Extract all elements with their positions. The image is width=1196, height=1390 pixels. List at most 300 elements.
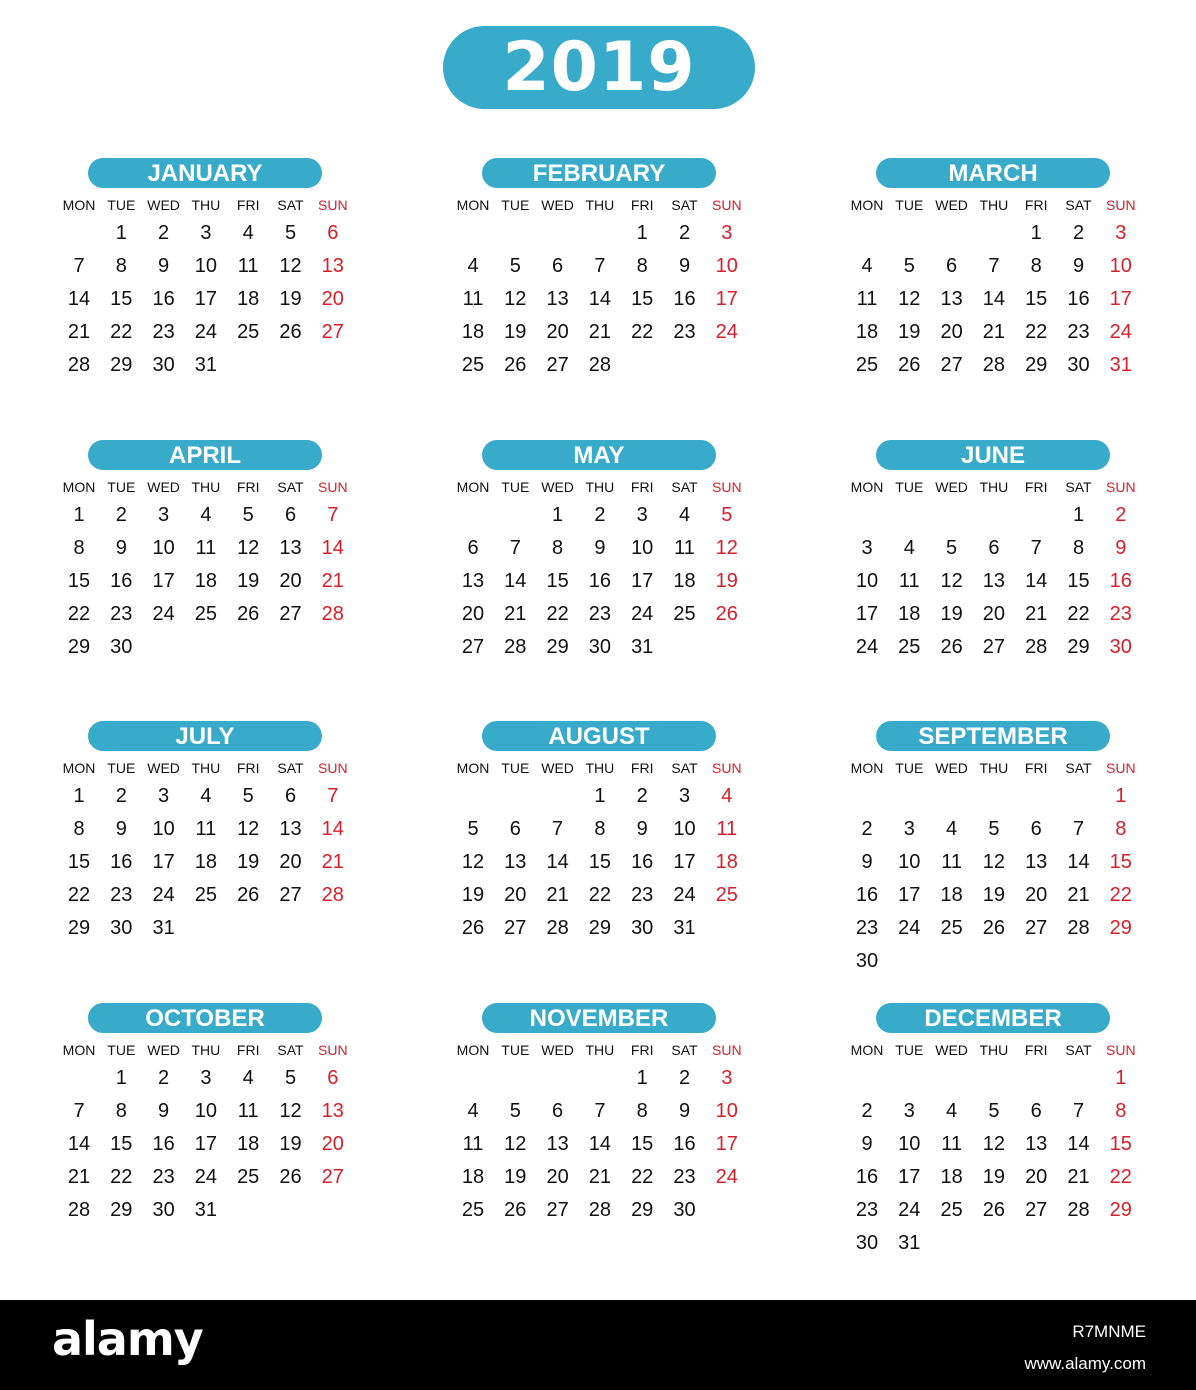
weekday-label: THU <box>585 479 615 495</box>
weekday-label: MON <box>456 1042 490 1058</box>
month-title: OCTOBER <box>88 1003 322 1033</box>
day-cell: 23 <box>855 1199 879 1221</box>
weekday-label: SUN <box>712 760 742 776</box>
day-cell: 15 <box>67 851 91 873</box>
day-cell: 31 <box>673 917 696 939</box>
day-cell: 18 <box>940 884 963 906</box>
day-cell: 5 <box>903 255 915 277</box>
day-cell: 11 <box>462 288 484 310</box>
day-cell: 27 <box>461 636 485 658</box>
day-cell: 13 <box>982 570 1006 592</box>
day-cell: 27 <box>982 636 1006 658</box>
day-cell: 9 <box>158 1100 170 1122</box>
weekday-label: SUN <box>712 1042 742 1058</box>
weekday-label: WED <box>147 1042 180 1058</box>
day-cell: 28 <box>1025 636 1048 658</box>
day-cell: 18 <box>673 570 696 592</box>
weekday-label: TUE <box>895 1042 924 1058</box>
day-grid <box>846 503 1146 703</box>
day-cell: 13 <box>1025 851 1048 873</box>
weekday-label: SUN <box>712 479 742 495</box>
day-cell: 3 <box>903 1100 915 1122</box>
day-cell: 22 <box>67 884 91 906</box>
day-cell: 1 <box>1072 504 1085 526</box>
day-cell: 27 <box>546 354 569 376</box>
month-july <box>58 721 358 971</box>
site-url: www.alamy.com <box>1024 1354 1146 1373</box>
day-cell: 1 <box>1115 785 1127 807</box>
day-cell: 17 <box>673 851 696 873</box>
day-cell: 23 <box>110 884 133 906</box>
day-cell: 29 <box>588 917 612 939</box>
day-cell: 11 <box>237 255 259 277</box>
day-cell: 26 <box>504 354 527 376</box>
day-cell: 10 <box>152 537 175 559</box>
day-cell: 19 <box>504 1166 527 1188</box>
day-grid <box>452 221 752 421</box>
day-cell: 4 <box>903 537 915 559</box>
day-cell: 30 <box>110 917 133 939</box>
weekday-header <box>452 478 752 496</box>
day-cell: 6 <box>467 537 479 559</box>
weekday-label: FRI <box>630 760 654 776</box>
day-cell: 11 <box>941 1133 962 1155</box>
day-cell: 13 <box>546 288 569 310</box>
day-cell: 28 <box>588 1199 612 1221</box>
weekday-label: TUE <box>501 197 530 213</box>
day-cell: 16 <box>588 570 612 592</box>
day-cell: 15 <box>1025 288 1048 310</box>
day-cell: 21 <box>982 321 1006 343</box>
day-cell: 13 <box>940 288 963 310</box>
day-cell: 15 <box>67 570 91 592</box>
day-cell: 16 <box>152 288 175 310</box>
day-cell: 10 <box>631 537 654 559</box>
day-cell: 8 <box>1115 818 1127 840</box>
weekday-label: SUN <box>318 197 348 213</box>
year-title: 2019 <box>443 26 755 109</box>
day-cell: 22 <box>110 321 133 343</box>
day-cell: 17 <box>715 288 738 310</box>
day-cell: 24 <box>673 884 696 906</box>
weekday-label: MON <box>850 1042 884 1058</box>
day-cell: 23 <box>673 321 696 343</box>
day-cell: 6 <box>327 1067 339 1089</box>
weekday-label: FRI <box>236 1042 260 1058</box>
day-cell: 9 <box>115 818 127 840</box>
day-cell: 9 <box>861 1133 873 1155</box>
day-cell: 4 <box>861 255 873 277</box>
day-cell: 27 <box>279 603 302 625</box>
day-cell: 9 <box>158 255 170 277</box>
day-cell: 4 <box>678 504 691 526</box>
weekday-label: WED <box>541 197 574 213</box>
month-title: JANUARY <box>88 158 322 188</box>
weekday-label: MON <box>850 479 884 495</box>
day-cell: 18 <box>237 1133 260 1155</box>
day-grid <box>846 784 1146 984</box>
weekday-label: SAT <box>1065 760 1092 776</box>
day-cell: 15 <box>631 288 654 310</box>
day-cell: 30 <box>152 1199 175 1221</box>
day-grid <box>452 503 752 703</box>
month-december <box>846 1003 1146 1253</box>
day-cell: 2 <box>1072 222 1085 244</box>
month-october <box>58 1003 358 1253</box>
month-march <box>846 158 1146 408</box>
day-cell: 18 <box>898 603 921 625</box>
day-cell: 27 <box>940 354 963 376</box>
day-cell: 10 <box>855 570 879 592</box>
day-cell: 25 <box>940 917 963 939</box>
day-cell: 22 <box>1109 884 1132 906</box>
day-cell: 21 <box>1067 1166 1090 1188</box>
weekday-header <box>58 196 358 214</box>
weekday-label: TUE <box>107 1042 136 1058</box>
day-cell: 11 <box>237 1100 259 1122</box>
day-cell: 24 <box>152 603 175 625</box>
day-cell: 22 <box>588 884 612 906</box>
day-cell: 21 <box>67 1166 91 1188</box>
weekday-label: TUE <box>107 197 136 213</box>
day-cell: 11 <box>898 570 920 592</box>
weekday-label: SAT <box>1065 479 1092 495</box>
day-cell: 9 <box>861 851 873 873</box>
day-cell: 22 <box>110 1166 133 1188</box>
day-cell: 30 <box>588 636 612 658</box>
weekday-header <box>58 478 358 496</box>
day-cell: 5 <box>946 537 958 559</box>
weekday-label: WED <box>147 479 180 495</box>
day-cell: 20 <box>982 603 1006 625</box>
day-cell: 23 <box>588 603 612 625</box>
day-cell: 22 <box>1067 603 1090 625</box>
day-cell: 27 <box>321 321 344 343</box>
day-cell: 23 <box>673 1166 696 1188</box>
day-cell: 28 <box>588 354 612 376</box>
day-cell: 22 <box>1025 321 1048 343</box>
day-cell: 19 <box>982 1166 1006 1188</box>
day-cell: 20 <box>504 884 527 906</box>
day-cell: 16 <box>673 1133 696 1155</box>
day-cell: 14 <box>321 818 344 840</box>
day-cell: 2 <box>158 1067 170 1089</box>
day-cell: 3 <box>158 504 170 526</box>
day-cell: 1 <box>594 785 606 807</box>
day-cell: 28 <box>982 354 1006 376</box>
day-cell: 24 <box>715 1166 738 1188</box>
day-cell: 20 <box>279 851 302 873</box>
day-cell: 25 <box>194 884 218 906</box>
day-cell: 16 <box>855 884 879 906</box>
day-cell: 19 <box>279 288 302 310</box>
day-cell: 24 <box>855 636 879 658</box>
weekday-label: SUN <box>318 760 348 776</box>
day-cell: 9 <box>678 1100 691 1122</box>
day-cell: 27 <box>279 884 302 906</box>
day-cell: 6 <box>284 504 297 526</box>
day-cell: 30 <box>152 354 175 376</box>
month-title: JULY <box>88 721 322 751</box>
day-cell: 12 <box>279 255 302 277</box>
weekday-label: FRI <box>1024 760 1048 776</box>
day-cell: 29 <box>1067 636 1090 658</box>
day-cell: 9 <box>1115 537 1127 559</box>
weekday-label: MON <box>850 760 884 776</box>
day-cell: 30 <box>1067 354 1090 376</box>
day-cell: 14 <box>546 851 569 873</box>
day-cell: 24 <box>1109 321 1132 343</box>
day-cell: 13 <box>546 1133 569 1155</box>
weekday-label: WED <box>935 1042 968 1058</box>
day-cell: 9 <box>594 537 606 559</box>
weekday-label: SAT <box>671 197 698 213</box>
day-cell: 5 <box>242 504 254 526</box>
day-cell: 31 <box>1109 354 1132 376</box>
day-cell: 5 <box>467 818 479 840</box>
day-cell: 20 <box>1025 884 1048 906</box>
day-cell: 21 <box>504 603 527 625</box>
day-cell: 5 <box>242 785 254 807</box>
day-cell: 3 <box>903 818 915 840</box>
day-cell: 1 <box>115 222 127 244</box>
day-cell: 20 <box>321 288 344 310</box>
day-cell: 19 <box>504 321 527 343</box>
day-cell: 21 <box>67 321 91 343</box>
day-cell: 29 <box>1109 1199 1132 1221</box>
day-cell: 15 <box>588 851 612 873</box>
day-cell: 11 <box>716 818 738 840</box>
day-cell: 14 <box>67 1133 91 1155</box>
day-cell: 12 <box>940 570 963 592</box>
day-cell: 4 <box>242 1067 254 1089</box>
weekday-label: MON <box>62 197 96 213</box>
day-cell: 26 <box>237 884 260 906</box>
day-cell: 26 <box>982 1199 1006 1221</box>
day-cell: 6 <box>552 1100 564 1122</box>
weekday-label: FRI <box>1024 197 1048 213</box>
weekday-label: FRI <box>236 479 260 495</box>
day-cell: 7 <box>327 504 339 526</box>
weekday-label: THU <box>191 197 221 213</box>
day-cell: 7 <box>594 255 606 277</box>
day-cell: 10 <box>715 255 738 277</box>
day-cell: 19 <box>940 603 963 625</box>
day-cell: 2 <box>678 222 691 244</box>
day-cell: 4 <box>946 1100 958 1122</box>
day-cell: 21 <box>588 321 612 343</box>
day-cell: 13 <box>321 255 344 277</box>
day-cell: 14 <box>1067 1133 1090 1155</box>
day-cell: 25 <box>237 321 260 343</box>
weekday-label: THU <box>979 760 1009 776</box>
day-cell: 7 <box>73 1100 85 1122</box>
weekday-label: TUE <box>895 197 924 213</box>
day-cell: 14 <box>982 288 1006 310</box>
day-cell: 7 <box>552 818 564 840</box>
day-cell: 26 <box>279 1166 302 1188</box>
day-cell: 28 <box>321 884 344 906</box>
day-cell: 11 <box>195 818 217 840</box>
day-cell: 28 <box>546 917 569 939</box>
day-cell: 4 <box>946 818 958 840</box>
day-cell: 8 <box>73 537 85 559</box>
weekday-label: SUN <box>1106 760 1136 776</box>
day-cell: 21 <box>1067 884 1090 906</box>
day-cell: 16 <box>673 288 696 310</box>
day-cell: 13 <box>279 537 302 559</box>
day-cell: 1 <box>115 1067 127 1089</box>
weekday-label: THU <box>585 760 615 776</box>
day-cell: 20 <box>461 603 485 625</box>
day-cell: 15 <box>110 1133 133 1155</box>
day-cell: 6 <box>327 222 339 244</box>
weekday-header <box>58 759 358 777</box>
day-grid <box>58 1066 358 1266</box>
weekday-label: TUE <box>501 1042 530 1058</box>
day-cell: 8 <box>73 818 85 840</box>
weekday-label: MON <box>456 479 490 495</box>
day-cell: 17 <box>1109 288 1132 310</box>
day-cell: 20 <box>940 321 963 343</box>
day-cell: 7 <box>988 255 1000 277</box>
weekday-header <box>452 196 752 214</box>
day-cell: 18 <box>461 1166 485 1188</box>
day-cell: 25 <box>461 1199 485 1221</box>
day-cell: 23 <box>631 884 654 906</box>
day-cell: 28 <box>321 603 344 625</box>
day-cell: 21 <box>1025 603 1048 625</box>
day-cell: 3 <box>1115 222 1127 244</box>
weekday-label: MON <box>456 760 490 776</box>
day-cell: 14 <box>588 1133 612 1155</box>
day-cell: 4 <box>467 1100 479 1122</box>
day-cell: 31 <box>631 636 654 658</box>
weekday-label: SAT <box>671 479 698 495</box>
day-cell: 17 <box>898 884 921 906</box>
weekday-label: MON <box>62 479 96 495</box>
day-cell: 7 <box>1030 537 1042 559</box>
day-cell: 12 <box>461 851 485 873</box>
day-cell: 12 <box>279 1100 302 1122</box>
weekday-label: TUE <box>501 479 530 495</box>
day-cell: 30 <box>1109 636 1132 658</box>
day-cell: 24 <box>152 884 175 906</box>
day-cell: 5 <box>988 1100 1000 1122</box>
weekday-label: SAT <box>277 760 304 776</box>
day-cell: 22 <box>631 321 654 343</box>
day-cell: 1 <box>552 504 564 526</box>
weekday-label: FRI <box>236 197 260 213</box>
day-cell: 24 <box>194 1166 218 1188</box>
weekday-label: TUE <box>895 479 924 495</box>
day-cell: 16 <box>855 1166 879 1188</box>
day-cell: 18 <box>237 288 260 310</box>
day-cell: 27 <box>1025 917 1048 939</box>
day-cell: 13 <box>504 851 527 873</box>
day-cell: 18 <box>715 851 738 873</box>
day-cell: 29 <box>631 1199 654 1221</box>
month-title: NOVEMBER <box>482 1003 716 1033</box>
day-cell: 2 <box>594 504 606 526</box>
day-cell: 7 <box>509 537 521 559</box>
day-cell: 14 <box>321 537 344 559</box>
day-cell: 25 <box>237 1166 260 1188</box>
weekday-label: FRI <box>236 760 260 776</box>
weekday-label: WED <box>541 760 574 776</box>
weekday-label: SUN <box>318 1042 348 1058</box>
day-cell: 25 <box>194 603 218 625</box>
weekday-label: TUE <box>895 760 924 776</box>
weekday-label: WED <box>935 760 968 776</box>
day-cell: 12 <box>898 288 921 310</box>
day-cell: 19 <box>715 570 738 592</box>
month-title: FEBRUARY <box>482 158 716 188</box>
weekday-header <box>452 759 752 777</box>
day-cell: 26 <box>279 321 302 343</box>
day-cell: 26 <box>898 354 921 376</box>
day-cell: 16 <box>110 851 133 873</box>
day-cell: 17 <box>194 288 218 310</box>
day-cell: 30 <box>110 636 133 658</box>
day-cell: 29 <box>110 1199 133 1221</box>
day-cell: 25 <box>898 636 921 658</box>
day-cell: 26 <box>715 603 738 625</box>
weekday-label: FRI <box>630 479 654 495</box>
day-grid <box>452 784 752 984</box>
day-cell: 28 <box>1067 1199 1090 1221</box>
day-cell: 26 <box>982 917 1006 939</box>
day-cell: 16 <box>152 1133 175 1155</box>
day-cell: 19 <box>237 851 260 873</box>
day-cell: 10 <box>715 1100 738 1122</box>
month-june <box>846 440 1146 690</box>
day-grid <box>58 784 358 984</box>
month-november <box>452 1003 752 1253</box>
day-cell: 14 <box>504 570 527 592</box>
weekday-label: MON <box>62 1042 96 1058</box>
day-cell: 4 <box>200 504 212 526</box>
month-may <box>452 440 752 690</box>
day-cell: 7 <box>1072 818 1085 840</box>
weekday-label: WED <box>541 479 574 495</box>
day-cell: 9 <box>678 255 691 277</box>
day-cell: 1 <box>1030 222 1042 244</box>
day-cell: 23 <box>152 321 175 343</box>
day-cell: 15 <box>1109 1133 1132 1155</box>
weekday-label: THU <box>585 197 615 213</box>
image-id: R7MNME <box>1072 1322 1146 1341</box>
weekday-label: SUN <box>1106 197 1136 213</box>
month-january <box>58 158 358 408</box>
day-cell: 14 <box>1025 570 1048 592</box>
day-cell: 2 <box>636 785 648 807</box>
day-cell: 19 <box>898 321 921 343</box>
weekday-label: FRI <box>1024 1042 1048 1058</box>
day-cell: 24 <box>715 321 738 343</box>
day-cell: 23 <box>152 1166 175 1188</box>
day-cell: 24 <box>631 603 654 625</box>
day-cell: 6 <box>509 818 521 840</box>
weekday-label: TUE <box>107 760 136 776</box>
weekday-label: SUN <box>1106 1042 1136 1058</box>
month-title: JUNE <box>876 440 1110 470</box>
day-grid <box>846 221 1146 421</box>
weekday-label: THU <box>191 479 221 495</box>
day-cell: 3 <box>636 504 648 526</box>
day-cell: 10 <box>898 1133 921 1155</box>
day-cell: 19 <box>279 1133 302 1155</box>
